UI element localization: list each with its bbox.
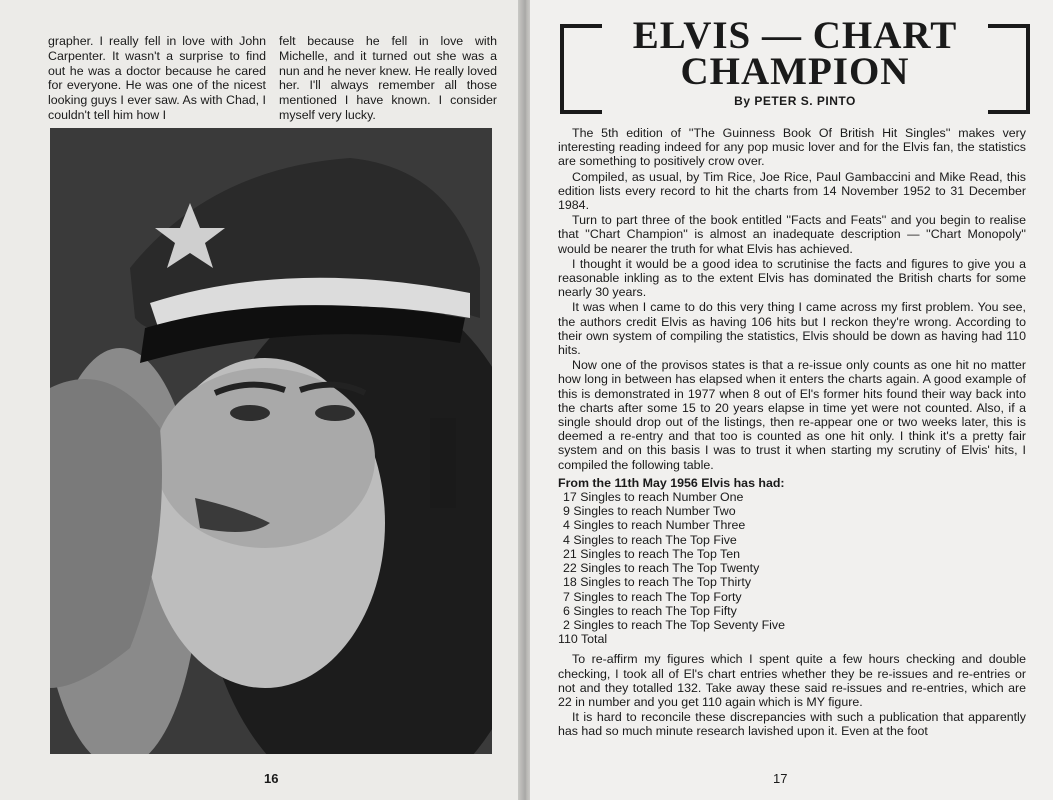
- article-body: [558, 126, 1026, 740]
- list-item: 6 Singles to reach The Top Fifty: [563, 603, 737, 618]
- right-column-text: [279, 34, 497, 123]
- list-item: 22 Singles to reach The Top Twenty: [563, 561, 760, 576]
- photo-illustration: [50, 128, 492, 754]
- left-column-paragraph: grapher. I really fell in love with John Carpenter. It wasn't a surprise to find out he was a doctor because he cared for everyone. He was one of the nicest looking guys I ever saw. As with Chad, I couldn't tell him how I: [48, 34, 266, 122]
- right-column-paragraph: felt because he fell in love with Michelle, and it turned out she was a nun and he never knew. He really loved her. I'll always remember all those mentioned I have known. I consider myself very lucky.: [279, 34, 497, 122]
- byline-text: By PETER S. PINTO: [726, 94, 864, 108]
- article-paragraph: The 5th edition of ''The Guinness Book Of British Hit Singles'' makes very interesting reading indeed for any pop music lover and for the Elvis fan, the statistics are something to positively crow over.: [558, 126, 1026, 169]
- black-and-white-photo: [50, 128, 492, 754]
- list-item: 18 Singles to reach The Top Thirty: [563, 575, 752, 590]
- title-line-1: ELVIS — CHART: [632, 14, 958, 57]
- title-box: [560, 14, 1030, 108]
- article-paragraph: Compiled, as usual, by Tim Rice, Joe Rice, Paul Gambaccini and Mike Read, this edition lists every record to hit the charts from 14 November 1952 to 31 December 1984.: [558, 169, 1026, 213]
- title-line-2: CHAMPION: [680, 50, 910, 93]
- list-item: 21 Singles to reach The Top Ten: [563, 546, 741, 561]
- list-item: 4 Singles to reach Number Three: [563, 518, 746, 533]
- article-title: [600, 14, 990, 93]
- page-number-right: 17: [773, 771, 788, 786]
- chart-total: 110 Total: [558, 632, 608, 647]
- article-paragraph: Now one of the provisos states is that a re-issue only counts as one hit no matter how long in between has elapsed when it enters the charts again. A good example of this is demonstrated in 1977 when 8 out of El's former hits found their way back into the charts after some 15 to 20 years elapse in time yet were not counted. Also, if a single should drop out of the listings, then re-appear one or two weeks later, this is deemed a re-entry and that too is counted as one hit only. I think it's a pretty fair system and on this basis I was to trust it when starting my scrutiny of Elvis' hits, I compiled the following table.: [558, 358, 1026, 472]
- list-item: 4 Singles to reach The Top Five: [563, 532, 737, 547]
- byline: [560, 94, 1030, 108]
- list-item: 7 Singles to reach The Top Forty: [563, 589, 742, 604]
- left-column-text: [48, 34, 266, 123]
- article-paragraph: It was when I came to do this very thing I came across my first problem. You see, the authors credit Elvis as having 106 hits but I reckon they're wrong. According to their own system of compiling the statistics, Elvis should be down as having had 110 hits.: [558, 300, 1026, 358]
- article-paragraph: To re-affirm my figures which I spent quite a few hours checking and double checking, I took all of El's chart entries whether they be re-issues and re-entries or not and they totalled 132. Take away these said re-issues and re-entries, which are 22 in number and you get 110 again which is MY figure.: [558, 652, 1026, 709]
- chart-list-heading: From the 11th May 1956 Elvis has had:: [558, 475, 785, 490]
- list-item: 17 Singles to reach Number One: [563, 490, 744, 505]
- article-paragraph: Turn to part three of the book entitled ''Facts and Feats'' and you begin to realise that ''Chart Champion'' is almost an inadequate description — ''Chart Monopoly'' would be nearer the truth for what Elvis has achieved.: [558, 213, 1026, 256]
- right-page: [530, 0, 1053, 800]
- chart-stats-list: [558, 490, 1026, 632]
- article-paragraph: It is hard to reconcile these discrepancies with such a publication that apparently has had so much minute research lavished upon it. Even at the foot: [558, 710, 1026, 739]
- list-item: 2 Singles to reach The Top Seventy Five: [563, 617, 786, 632]
- article-paragraph: I thought it would be a good idea to scrutinise the facts and figures to give you a reasonable inkling as to the extent Elvis has dominated the British charts for some nearly 30 years.: [558, 256, 1026, 300]
- page-number-left: 16: [264, 771, 279, 786]
- left-page: [0, 0, 522, 800]
- list-item: 9 Singles to reach Number Two: [563, 504, 736, 519]
